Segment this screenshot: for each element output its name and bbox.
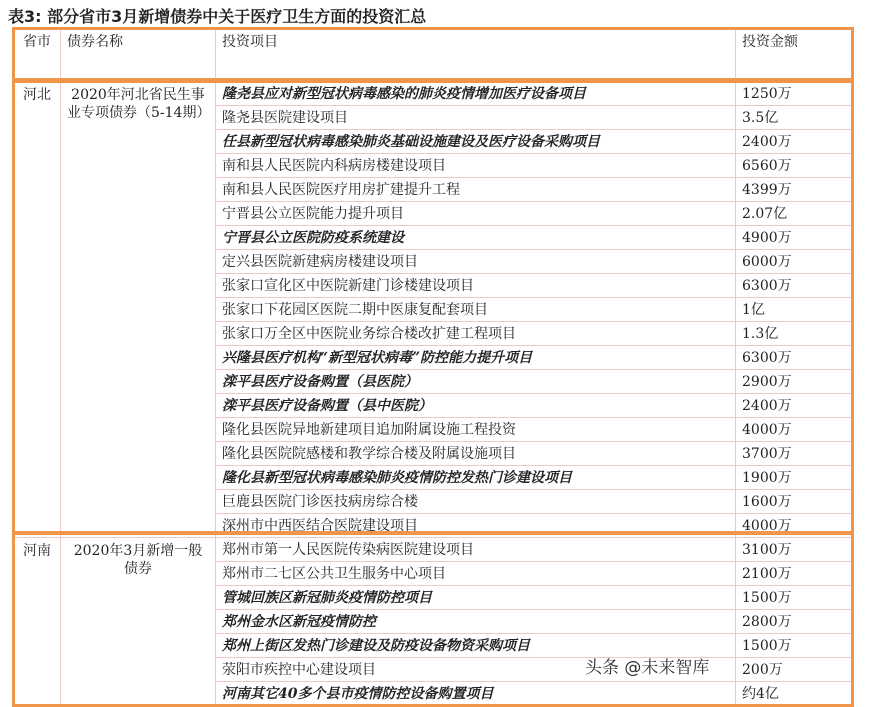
amount-cell: 1.3亿 [736, 322, 853, 346]
bond-name-cell: 2020年3月新增一般债券 [61, 538, 216, 706]
amount-cell: 3700万 [736, 442, 853, 466]
project-cell: 隆化县新型冠状病毒感染肺炎疫情防控发热门诊建设项目 [216, 466, 736, 490]
project-cell: 任县新型冠状病毒感染肺炎基础设施建设及医疗设备采购项目 [216, 130, 736, 154]
project-cell: 张家口万全区中医院业务综合楼改扩建工程项目 [216, 322, 736, 346]
project-cell: 宁晋县公立医院防疫系统建设 [216, 226, 736, 250]
amount-cell: 1900万 [736, 466, 853, 490]
amount-cell: 3100万 [736, 538, 853, 562]
amount-cell: 4900万 [736, 226, 853, 250]
header-row [14, 29, 853, 82]
header-bond: 债券名称 [61, 29, 216, 82]
project-cell: 郑州上街区发热门诊建设及防疫设备物资采购项目 [216, 634, 736, 658]
amount-cell: 1500万 [736, 634, 853, 658]
project-cell: 滦平县医疗设备购置（县医院） [216, 370, 736, 394]
amount-cell: 约4亿 [736, 682, 853, 706]
project-cell: 郑州市第一人民医院传染病医院建设项目 [216, 538, 736, 562]
project-cell: 荥阳市疾控中心建设项目 [216, 658, 736, 682]
amount-cell: 6300万 [736, 274, 853, 298]
amount-cell: 2900万 [736, 370, 853, 394]
project-cell: 郑州市二七区公共卫生服务中心项目 [216, 562, 736, 586]
project-cell: 宁晋县公立医院能力提升项目 [216, 202, 736, 226]
amount-cell: 2.07亿 [736, 202, 853, 226]
header-project: 投资项目 [216, 29, 736, 82]
project-cell: 隆尧县应对新型冠状病毒感染的肺炎疫情增加医疗设备项目 [216, 82, 736, 106]
amount-cell: 2400万 [736, 394, 853, 418]
amount-cell: 1500万 [736, 586, 853, 610]
amount-cell: 3.5亿 [736, 106, 853, 130]
project-cell: 管城回族区新冠肺炎疫情防控项目 [216, 586, 736, 610]
amount-cell: 4399万 [736, 178, 853, 202]
amount-cell: 6300万 [736, 346, 853, 370]
project-cell: 兴隆县医疗机构“新型冠状病毒”防控能力提升项目 [216, 346, 736, 370]
project-cell: 南和县人民医院医疗用房扩建提升工程 [216, 178, 736, 202]
project-cell: 隆尧县医院建设项目 [216, 106, 736, 130]
header-amount: 投资金额 [736, 29, 853, 82]
project-cell: 张家口宣化区中医院新建门诊楼建设项目 [216, 274, 736, 298]
table-title: 表3: 部分省市3月新增债券中关于医疗卫生方面的投资汇总 [8, 7, 427, 26]
province-cell: 河南 [14, 538, 61, 706]
project-cell: 南和县人民医院内科病房楼建设项目 [216, 154, 736, 178]
table-row [14, 82, 853, 106]
table-row [14, 538, 853, 562]
bond-name-cell: 2020年河北省民生事业专项债券（5-14期） [61, 82, 216, 538]
project-cell: 郑州金水区新冠疫情防控 [216, 610, 736, 634]
project-cell: 隆化县医院异地新建项目追加附属设施工程投资 [216, 418, 736, 442]
amount-cell: 1亿 [736, 298, 853, 322]
project-cell: 滦平县医疗设备购置（县中医院） [216, 394, 736, 418]
amount-cell: 2100万 [736, 562, 853, 586]
project-cell: 隆化县医院院感楼和教学综合楼及附属设施项目 [216, 442, 736, 466]
project-cell: 巨鹿县医院门诊医技病房综合楼 [216, 490, 736, 514]
amount-cell: 4000万 [736, 514, 853, 538]
investment-table [13, 28, 853, 706]
project-cell: 河南其它40多个县市疫情防控设备购置项目 [216, 682, 736, 706]
amount-cell: 6000万 [736, 250, 853, 274]
project-cell: 张家口下花园区医院二期中医康复配套项目 [216, 298, 736, 322]
amount-cell: 2400万 [736, 130, 853, 154]
province-cell: 河北 [14, 82, 61, 538]
amount-cell: 1250万 [736, 82, 853, 106]
project-cell: 深州市中西医结合医院建设项目 [216, 514, 736, 538]
watermark: 头条 @未来智库 [585, 658, 710, 678]
project-cell: 定兴县医院新建病房楼建设项目 [216, 250, 736, 274]
amount-cell: 6560万 [736, 154, 853, 178]
amount-cell: 4000万 [736, 418, 853, 442]
amount-cell: 1600万 [736, 490, 853, 514]
amount-cell: 2800万 [736, 610, 853, 634]
amount-cell: 200万 [736, 658, 853, 682]
header-province: 省市 [14, 29, 61, 82]
